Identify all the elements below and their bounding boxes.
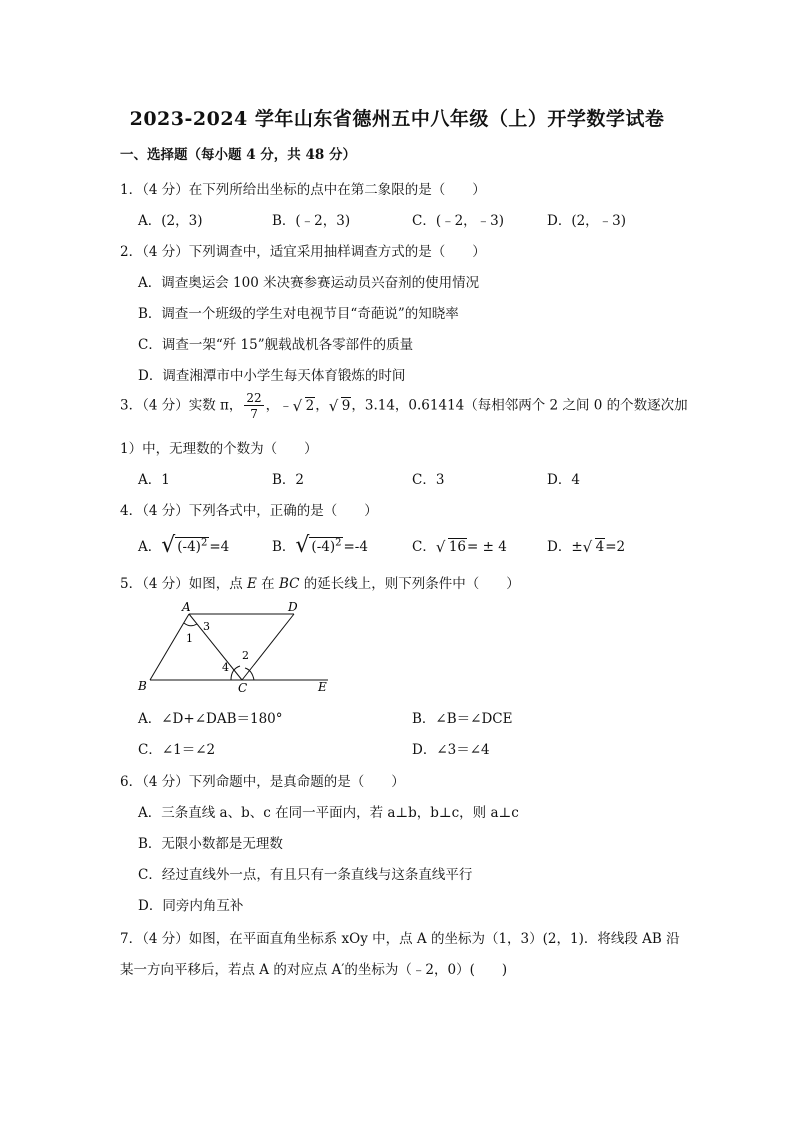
q5-option-c: C．∠1＝∠2	[138, 742, 216, 758]
q3-option-a: A．1	[138, 472, 170, 488]
q5-stem-post: 的延长线上，则下列条件中（ ）	[299, 576, 520, 592]
q5-option-a: A．∠D+∠DAB＝180°	[138, 711, 283, 727]
q5-option-d: D．∠3＝∠4	[412, 742, 490, 758]
q4-a-radicand: (-4)	[177, 539, 201, 555]
question-2-stem: 2．（4 分）下列调查中，适宜采用抽样调查方式的是（ ）	[120, 244, 486, 260]
q5-stem-pre: 5．（4 分）如图，点	[120, 576, 248, 592]
q4-option-d	[547, 535, 625, 555]
q5-option-b: B．∠B＝∠DCE	[412, 711, 513, 727]
question-7-line-1: 7．（4 分）如图，在平面直角坐标系 xOy 中，点 A 的坐标为（1，3）(2，1)．将线段 AB 沿	[120, 931, 680, 947]
q5-stem-e: E	[247, 576, 257, 592]
q4-b-radical	[295, 538, 343, 556]
q4-c-tail: = ± 4	[467, 539, 507, 555]
label-e: E	[318, 680, 327, 694]
q3-fraction-denominator: 7	[250, 407, 258, 421]
q3-sep1: ，﹣	[265, 397, 293, 414]
q4-a-radical	[161, 538, 209, 556]
section-heading: 一、选择题（每小题 4 分，共 48 分）	[120, 147, 356, 163]
label-d: D	[288, 600, 298, 614]
q3-sep2: ，	[315, 397, 329, 414]
segment-dc	[242, 614, 294, 680]
question-3-line-1	[120, 392, 688, 420]
angle-arc-a	[184, 623, 197, 626]
exam-title: 2023-2024 学年山东省德州五中八年级（上）开学数学试卷	[129, 108, 665, 130]
q3-option-d: D．4	[547, 472, 580, 488]
q4-d-label: D．±	[547, 539, 583, 555]
q2-option-b: B．调查一个班级的学生对电视节目“奇葩说”的知晓率	[138, 306, 459, 322]
q3-radical-1	[293, 398, 316, 414]
q2-option-a: A．调查奥运会 100 米决赛参赛运动员兴奋剂的使用情况	[138, 275, 480, 291]
q1-option-d: D．(2，﹣3)	[547, 213, 627, 229]
q4-d-radicand: 4	[595, 539, 605, 555]
q3-prefix: 3．（4 分）实数 π，	[120, 397, 243, 414]
q3-fraction	[244, 392, 263, 420]
q4-option-b	[272, 535, 368, 555]
q4-b-label: B．	[272, 539, 296, 555]
q6-option-b: B．无限小数都是无理数	[138, 836, 283, 852]
question-5-stem	[120, 572, 520, 592]
q4-a-label: A．	[138, 539, 162, 555]
q5-stem-bc: BC	[278, 576, 300, 592]
q3-option-b: B．2	[272, 472, 305, 488]
question-6-stem: 6．（4 分）下列命题中，是真命题的是（ ）	[120, 774, 405, 790]
q4-b-tail: =-4	[343, 539, 368, 555]
q3-radical-2	[329, 398, 352, 414]
label-b: B	[138, 679, 147, 693]
q6-option-d: D．同旁内角互补	[138, 898, 244, 914]
q4-c-label: C．	[412, 539, 436, 555]
q1-option-c: C．(﹣2，﹣3)	[412, 213, 505, 229]
question-4-stem: 4．（4 分）下列各式中，正确的是（ ）	[120, 503, 378, 519]
q4-b-exponent: 2	[335, 537, 342, 549]
q6-option-a: A．三条直线 a、b、c 在同一平面内，若 a⊥b，b⊥c，则 a⊥c	[138, 805, 519, 821]
label-c: C	[238, 681, 248, 695]
label-angle-4: 4	[222, 661, 229, 674]
q4-a-tail: =4	[209, 539, 230, 555]
q4-a-exponent: 2	[200, 537, 208, 549]
question-1-stem: 1．（4 分）在下列所给出坐标的点中在第二象限的是（ ）	[120, 182, 486, 198]
q4-c-radical	[436, 539, 467, 555]
q1-option-a: A．(2，3)	[138, 213, 203, 229]
q4-c-radicand: 16	[448, 539, 467, 555]
segment-ab	[150, 614, 189, 680]
q4-d-radical	[583, 539, 606, 555]
q4-option-c	[412, 535, 507, 555]
question-3-line-2: 1）中，无理数的个数为（ ）	[120, 441, 318, 457]
q1-option-b: B．(﹣2，3)	[272, 213, 351, 229]
q3-radicand-1: 2	[305, 397, 315, 414]
label-angle-1: 1	[186, 632, 193, 645]
q5-stem-mid: 在	[256, 576, 279, 592]
q3-suffix: ，3.14，0.61414（每相邻两个 2 之间 0 的个数逐次加	[351, 397, 688, 414]
q3-option-c: C．3	[412, 472, 445, 488]
q4-b-radicand: (-4)	[311, 539, 336, 555]
q4-d-tail: =2	[605, 539, 626, 555]
q6-option-c: C．经过直线外一点，有且只有一条直线与这条直线平行	[138, 867, 473, 883]
label-angle-3: 3	[203, 620, 210, 633]
q3-radicand-2: 9	[341, 397, 351, 414]
label-a: A	[182, 600, 191, 614]
label-angle-2: 2	[242, 649, 249, 662]
parallelogram-figure	[130, 598, 340, 698]
q3-fraction-numerator: 22	[246, 391, 262, 405]
q2-option-c: C．调查一架“歼 15”舰载战机各零部件的质量	[138, 337, 414, 353]
question-7-line-2: 某一方向平移后，若点 A 的对应点 A′的坐标为（﹣2，0）( )	[120, 962, 508, 978]
q2-option-d: D．调查湘潭市中小学生每天体育锻炼的时间	[138, 368, 406, 384]
q4-option-a	[138, 535, 229, 555]
